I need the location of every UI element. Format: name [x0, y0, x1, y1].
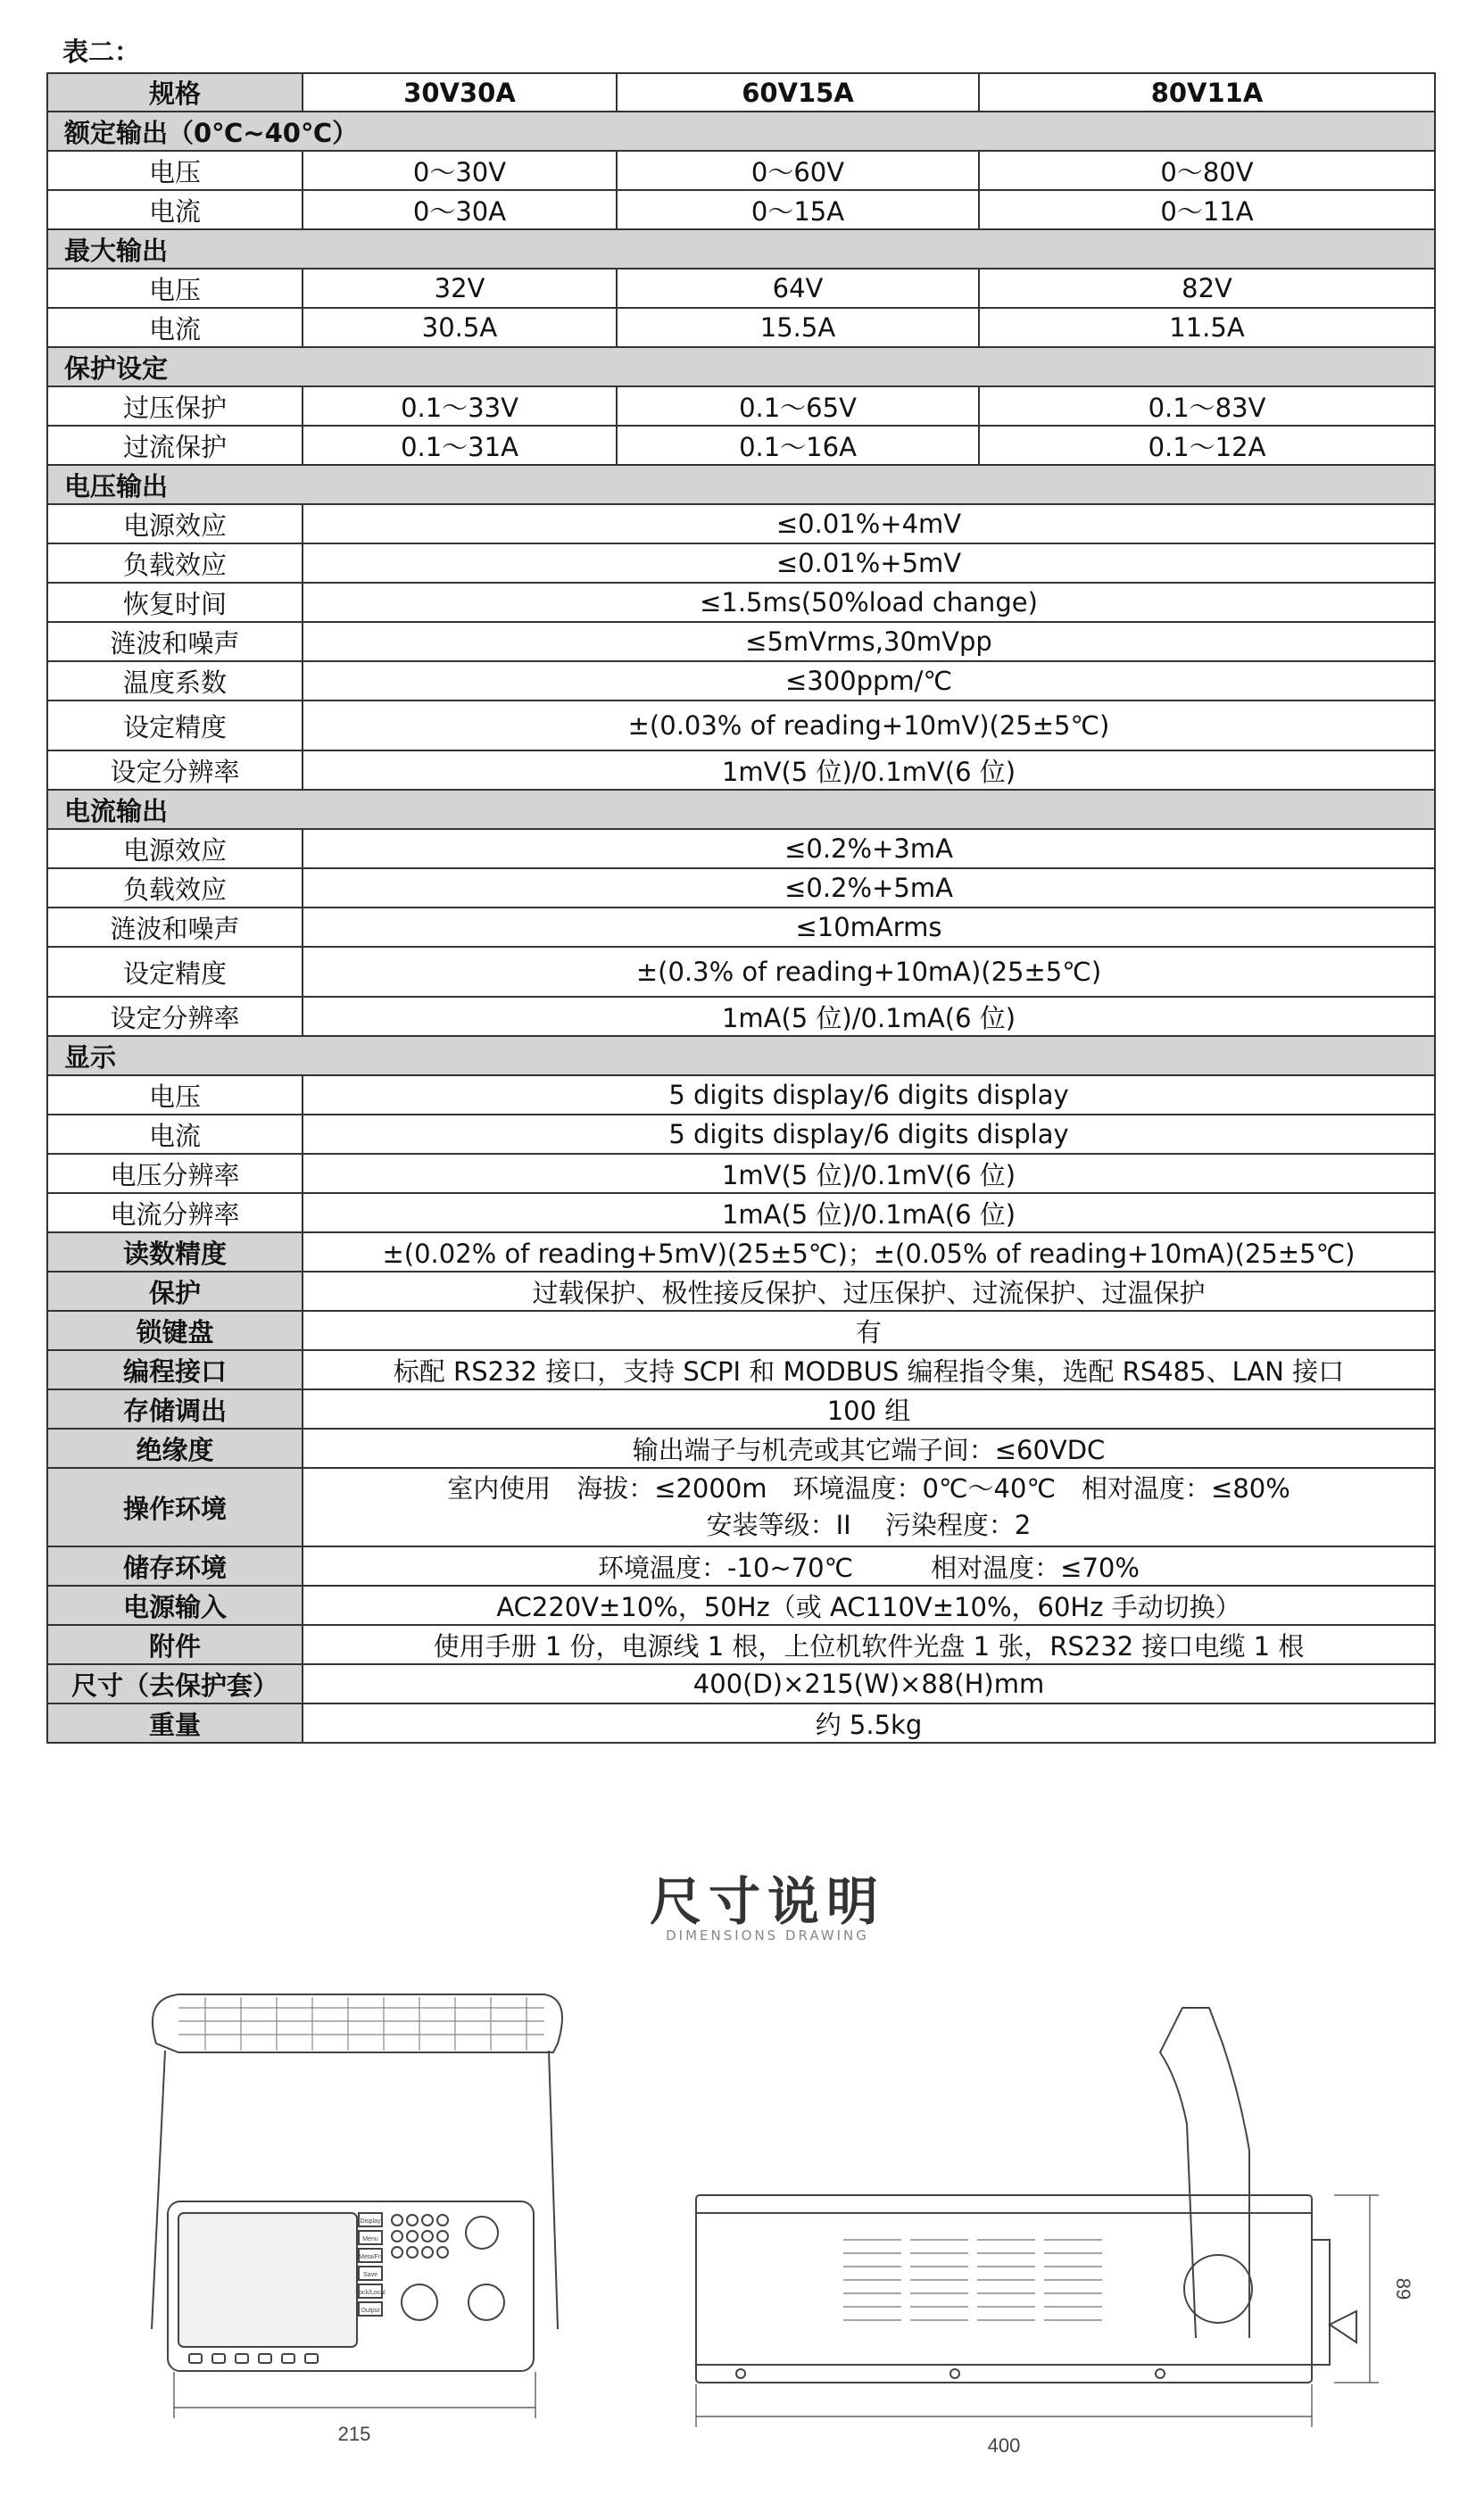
table-row	[47, 1075, 1435, 1115]
table-row	[47, 543, 1435, 583]
cell-value: 1mV(5 位)/0.1mV(6 位)	[303, 750, 1435, 790]
cell-value: ≤300ppm/℃	[303, 661, 1435, 700]
row-label: 尺寸（去保护套）	[47, 1664, 303, 1703]
table-row	[47, 1429, 1435, 1468]
cell-value: ≤10mArms	[303, 908, 1435, 947]
section-protection-setting: 保护设定	[47, 347, 1435, 386]
side-handle	[1160, 2008, 1249, 2338]
section-current-output: 电流输出	[47, 790, 1435, 829]
dimensions-subtitle: DIMENSIONS DRAWING	[666, 1927, 869, 1944]
row-label: 重量	[47, 1703, 303, 1743]
row-label: 电源效应	[47, 504, 303, 543]
table-caption: 表二：	[62, 37, 141, 67]
row-label: 电压	[47, 1075, 303, 1115]
front-view	[152, 1994, 562, 2418]
row-label: 过流保护	[47, 426, 303, 465]
cell-value: 过载保护、极性接反保护、过压保护、过流保护、过温保护	[303, 1272, 1435, 1311]
row-label: 电压	[47, 151, 303, 190]
cell-value: 400(D)×215(W)×88(H)mm	[303, 1664, 1435, 1703]
table-row	[47, 622, 1435, 661]
table-row	[47, 1272, 1435, 1311]
front-knobs-profile	[1312, 2240, 1330, 2365]
row-label: 涟波和噪声	[47, 622, 303, 661]
cell-value: ±(0.3% of reading+10mA)(25±5℃)	[303, 947, 1435, 997]
table-row	[47, 1232, 1435, 1272]
table-row	[47, 1350, 1435, 1389]
rotary-knob	[466, 2217, 498, 2249]
cell-value: ≤5mVrms,30mVpp	[303, 622, 1435, 661]
front-button-label: Lock/Local	[355, 2290, 386, 2296]
cell-value: 0.1～31A	[303, 426, 617, 465]
environment-line-2: 安装等级：II 污染程度：2	[706, 1510, 1032, 1540]
row-label: 存储调出	[47, 1389, 303, 1429]
cell-value: 0.1～83V	[979, 386, 1435, 426]
table-row	[47, 700, 1435, 750]
cell-value: 11.5A	[979, 308, 1435, 347]
vent-slots	[843, 2240, 1102, 2320]
cell-value: 5 digits display/6 digits display	[303, 1115, 1435, 1154]
dimensions-drawing	[0, 1945, 1476, 2516]
table-row	[47, 386, 1435, 426]
terminal-profile	[1330, 2311, 1356, 2342]
cell-value: ≤0.01%+4mV	[303, 504, 1435, 543]
table-row	[47, 908, 1435, 947]
section-rated-output: 额定输出（0℃~40℃）	[47, 112, 1435, 151]
table-row	[47, 1625, 1435, 1664]
depth-label: 400	[987, 2434, 1021, 2457]
cell-value: 64V	[617, 269, 979, 308]
row-label: 编程接口	[47, 1350, 303, 1389]
table-row	[47, 583, 1435, 622]
row-label: 绝缘度	[47, 1429, 303, 1468]
cell-value: 0～11A	[979, 190, 1435, 229]
cell-value: 0～30A	[303, 190, 617, 229]
side-view	[696, 2008, 1379, 2427]
table-row	[47, 426, 1435, 465]
row-label: 电流	[47, 308, 303, 347]
width-label: 215	[337, 2423, 371, 2445]
table-row	[47, 997, 1435, 1036]
table-row	[47, 1664, 1435, 1703]
spec-table	[46, 72, 1436, 1744]
cell-value	[303, 1468, 1435, 1546]
table-row	[47, 1546, 1435, 1586]
table-row	[47, 1311, 1435, 1350]
row-label: 涟波和噪声	[47, 908, 303, 947]
table-row	[47, 308, 1435, 347]
keypad	[392, 2215, 448, 2258]
row-label: 设定分辨率	[47, 997, 303, 1036]
row-label: 操作环境	[47, 1468, 303, 1546]
row-label: 锁键盘	[47, 1311, 303, 1350]
cell-value: ≤1.5ms(50%load change)	[303, 583, 1435, 622]
row-label: 电源输入	[47, 1586, 303, 1625]
table-header-row	[47, 73, 1435, 112]
cell-value: ≤0.2%+3mA	[303, 829, 1435, 868]
row-label: 设定精度	[47, 700, 303, 750]
cell-value: 82V	[979, 269, 1435, 308]
row-label: 保护	[47, 1272, 303, 1311]
table-row	[47, 661, 1435, 700]
row-label: 设定分辨率	[47, 750, 303, 790]
cell-value: 使用手册 1 份，电源线 1 根，上位机软件光盘 1 张，RS232 接口电缆 1 根	[303, 1625, 1435, 1664]
table-row	[47, 1389, 1435, 1429]
cell-value: AC220V±10%，50Hz（或 AC110V±10%，60Hz 手动切换）	[303, 1586, 1435, 1625]
row-label: 温度系数	[47, 661, 303, 700]
height-label: 89	[1392, 2277, 1414, 2300]
table-row	[47, 829, 1435, 868]
header-spec: 规格	[47, 73, 303, 112]
table-row	[47, 1586, 1435, 1625]
table-row	[47, 504, 1435, 543]
front-button-label: Menu	[362, 2236, 378, 2242]
front-button-label: Meta/Fn	[359, 2254, 382, 2260]
table-row	[47, 1703, 1435, 1743]
cell-value: 标配 RS232 接口，支持 SCPI 和 MODBUS 编程指令集，选配 RS485、LAN 接口	[303, 1350, 1435, 1389]
cell-value: 输出端子与机壳或其它端子间：≤60VDC	[303, 1429, 1435, 1468]
cell-value: 环境温度：-10~70℃ 相对温度：≤70%	[303, 1546, 1435, 1586]
handle-grid	[178, 1997, 544, 2051]
row-label: 电压	[47, 269, 303, 308]
cell-value: 1mV(5 位)/0.1mV(6 位)	[303, 1154, 1435, 1193]
front-handle	[153, 1994, 562, 2052]
section-voltage-output: 电压输出	[47, 465, 1435, 504]
front-screen	[178, 2213, 357, 2347]
table-row	[47, 947, 1435, 997]
table-row	[47, 1468, 1435, 1546]
cell-value: 5 digits display/6 digits display	[303, 1075, 1435, 1115]
output-terminal	[402, 2284, 437, 2320]
cell-value: 0.1～16A	[617, 426, 979, 465]
side-body	[696, 2195, 1312, 2383]
row-label: 读数精度	[47, 1232, 303, 1272]
table-row	[47, 868, 1435, 908]
foot	[736, 2369, 745, 2378]
cell-value: 100 组	[303, 1389, 1435, 1429]
table-row	[47, 1193, 1435, 1232]
table-row	[47, 151, 1435, 190]
row-label: 恢复时间	[47, 583, 303, 622]
cell-value: 0～15A	[617, 190, 979, 229]
header-model-30v30a: 30V30A	[303, 73, 617, 112]
cell-value: 1mA(5 位)/0.1mA(6 位)	[303, 1193, 1435, 1232]
row-label: 电压分辨率	[47, 1154, 303, 1193]
cell-value: ±(0.03% of reading+10mV)(25±5℃)	[303, 700, 1435, 750]
header-model-80v11a: 80V11A	[979, 73, 1435, 112]
cell-value: 0～80V	[979, 151, 1435, 190]
row-label: 电源效应	[47, 829, 303, 868]
cell-value: 32V	[303, 269, 617, 308]
cell-value: 约 5.5kg	[303, 1703, 1435, 1743]
table-row	[47, 1154, 1435, 1193]
dimensions-title: 尺寸说明	[649, 1871, 885, 1932]
section-max-output: 最大输出	[47, 229, 1435, 269]
output-terminal	[469, 2284, 504, 2320]
bottom-keys	[189, 2354, 318, 2363]
cell-value: 0～30V	[303, 151, 617, 190]
table-row	[47, 1115, 1435, 1154]
cell-value: ±(0.02% of reading+5mV)(25±5℃)；±(0.05% of reading+10mA)(25±5℃)	[303, 1232, 1435, 1272]
cell-value: 0.1～65V	[617, 386, 979, 426]
cell-value: 1mA(5 位)/0.1mA(6 位)	[303, 997, 1435, 1036]
row-label: 附件	[47, 1625, 303, 1664]
foot	[950, 2369, 959, 2378]
environment-line-1: 室内使用 海拔：≤2000m 环境温度：0℃～40℃ 相对温度：≤80%	[447, 1473, 1290, 1504]
front-button-label: Display	[360, 2218, 381, 2225]
row-label: 电流	[47, 190, 303, 229]
row-label: 储存环境	[47, 1546, 303, 1586]
table-row	[47, 269, 1435, 308]
cell-value: 0.1～33V	[303, 386, 617, 426]
table-row	[47, 750, 1435, 790]
header-model-60v15a: 60V15A	[617, 73, 979, 112]
cell-value: 0～60V	[617, 151, 979, 190]
row-label: 负载效应	[47, 868, 303, 908]
cell-value: ≤0.01%+5mV	[303, 543, 1435, 583]
section-display: 显示	[47, 1036, 1435, 1075]
row-label: 电流分辨率	[47, 1193, 303, 1232]
row-label: 设定精度	[47, 947, 303, 997]
row-label: 过压保护	[47, 386, 303, 426]
row-label: 电流	[47, 1115, 303, 1154]
cell-value: ≤0.2%+5mA	[303, 868, 1435, 908]
cell-value: 有	[303, 1311, 1435, 1350]
table-row	[47, 190, 1435, 229]
front-button-label: Save	[363, 2272, 377, 2278]
foot	[1156, 2369, 1165, 2378]
cell-value: 0.1～12A	[979, 426, 1435, 465]
cell-value: 15.5A	[617, 308, 979, 347]
row-label: 负载效应	[47, 543, 303, 583]
cell-value: 30.5A	[303, 308, 617, 347]
front-button-label: Output	[361, 2308, 380, 2314]
